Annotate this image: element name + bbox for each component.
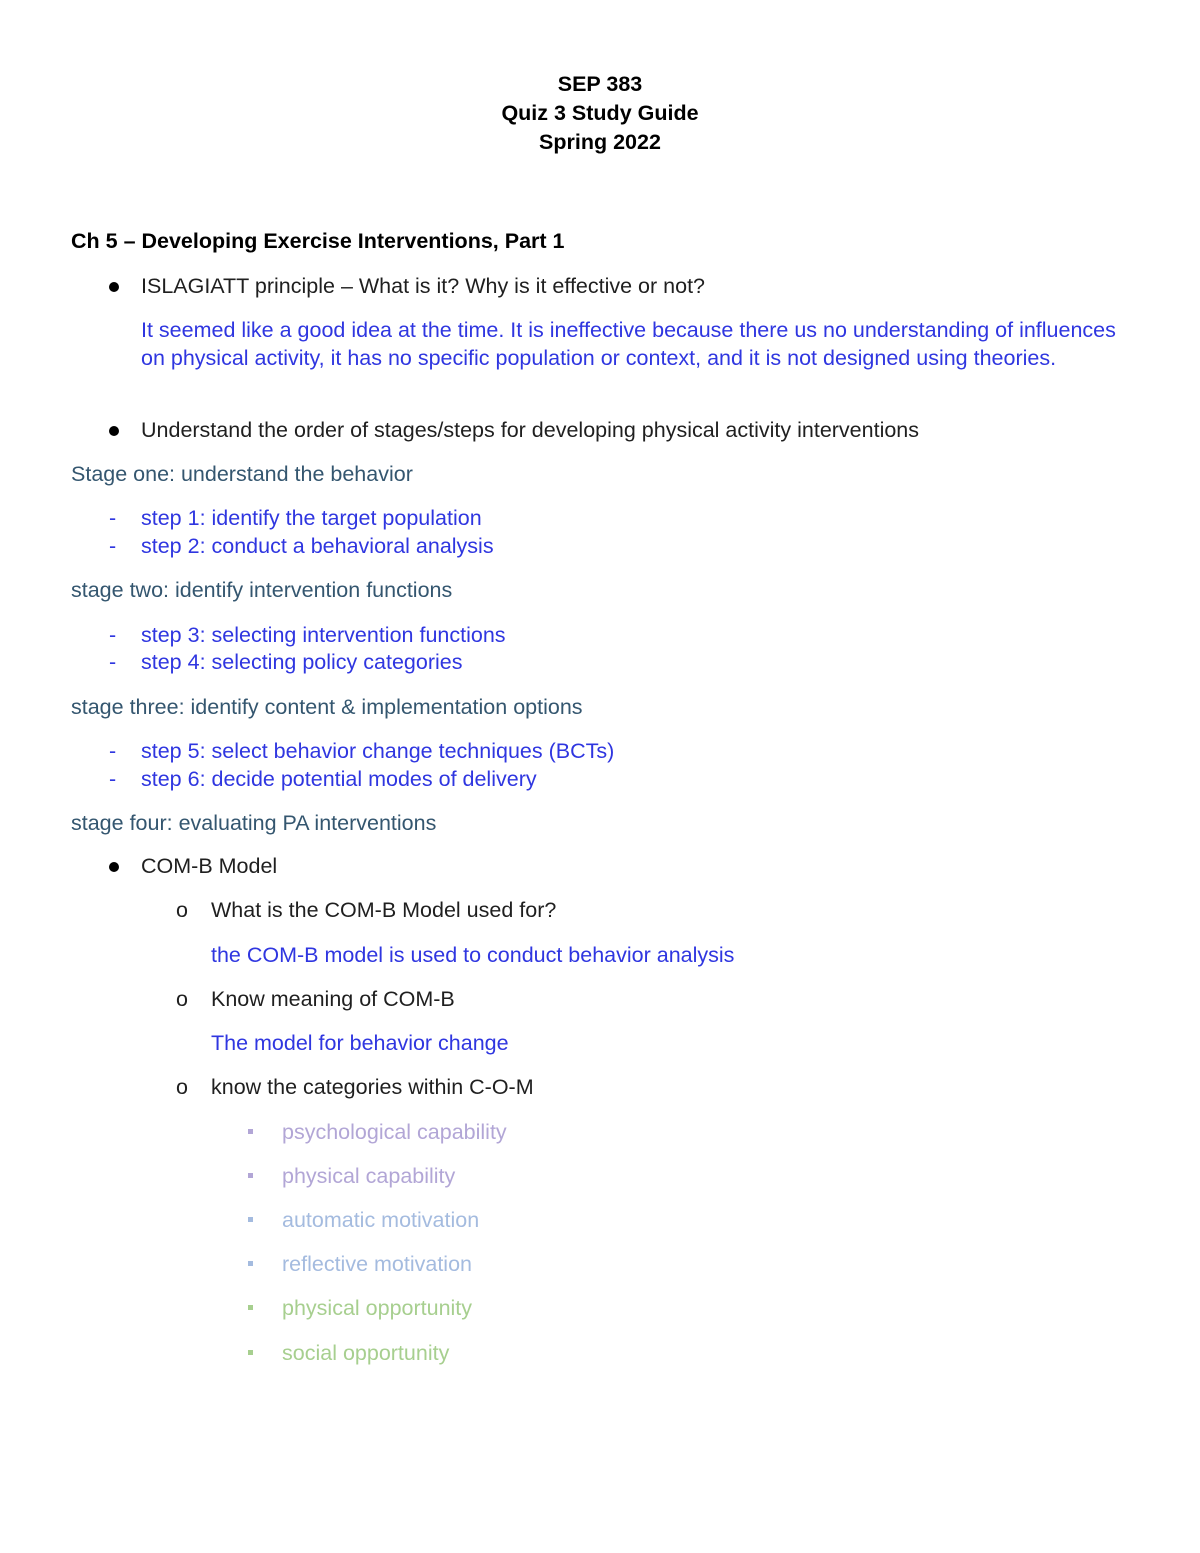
stage-label: stage four: evaluating PA interventions (71, 811, 437, 835)
section-heading: Ch 5 – Developing Exercise Interventions, Part 1 (71, 229, 565, 253)
category-item: reflective motivation (282, 1252, 472, 1276)
square-bullet-marker (248, 1261, 253, 1266)
step-item: step 4: selecting policy categories (141, 650, 463, 674)
category-item: social opportunity (282, 1341, 450, 1365)
comb-question-categories: know the categories within C-O-M (211, 1075, 534, 1099)
category-item: physical opportunity (282, 1296, 473, 1320)
square-bullet-marker (248, 1173, 253, 1178)
square-bullet-marker (248, 1305, 253, 1310)
sub-bullet-marker: o (176, 987, 188, 1011)
step-item: step 5: select behavior change techniques (BCTs) (141, 739, 615, 763)
square-bullet-marker (248, 1217, 253, 1222)
term: Spring 2022 (539, 130, 661, 154)
category-item: physical capability (282, 1164, 456, 1188)
sub-bullet-marker: o (176, 1075, 188, 1099)
title-block (0, 70, 1200, 157)
comb-question-use: What is the COM-B Model used for? (211, 898, 557, 922)
step-dash: - (109, 506, 117, 530)
stage-label: Stage one: understand the behavior (71, 462, 413, 486)
step-item: step 3: selecting intervention functions (141, 623, 506, 647)
step-item: step 2: conduct a behavioral analysis (141, 534, 494, 558)
comb-title: COM-B Model (141, 854, 278, 878)
category-item: automatic motivation (282, 1208, 480, 1232)
step-dash: - (109, 623, 117, 647)
step-item: step 6: decide potential modes of delivery (141, 767, 537, 791)
square-bullet-marker (248, 1129, 253, 1134)
stage-label: stage three: identify content & implementation options (71, 695, 583, 719)
bullet-marker (109, 282, 119, 292)
answer-islagiatt: It seemed like a good idea at the time. It is ineffective because there us no understanding of influences on physical activity, it has no specific population or context, and it is not designed using theories. (141, 318, 1116, 370)
step-item: step 1: identify the target population (141, 506, 482, 530)
document-title: Quiz 3 Study Guide (501, 101, 699, 125)
step-dash: - (109, 534, 117, 558)
course-code: SEP 383 (557, 72, 643, 96)
bullet-marker (109, 426, 119, 436)
step-dash: - (109, 767, 117, 791)
category-item: psychological capability (282, 1120, 507, 1144)
comb-answer-use: the COM-B model is used to conduct behavior analysis (211, 943, 735, 967)
step-dash: - (109, 650, 117, 674)
square-bullet-marker (248, 1350, 253, 1355)
stage-label: stage two: identify intervention functions (71, 578, 453, 602)
step-dash: - (109, 739, 117, 763)
bullet-marker (109, 862, 119, 872)
sub-bullet-marker: o (176, 898, 188, 922)
comb-answer-meaning: The model for behavior change (211, 1031, 509, 1055)
question-islagiatt: ISLAGIATT principle – What is it? Why is it effective or not? (141, 274, 705, 298)
question-stage-order: Understand the order of stages/steps for developing physical activity interventions (141, 418, 920, 442)
comb-question-meaning: Know meaning of COM-B (211, 987, 455, 1011)
